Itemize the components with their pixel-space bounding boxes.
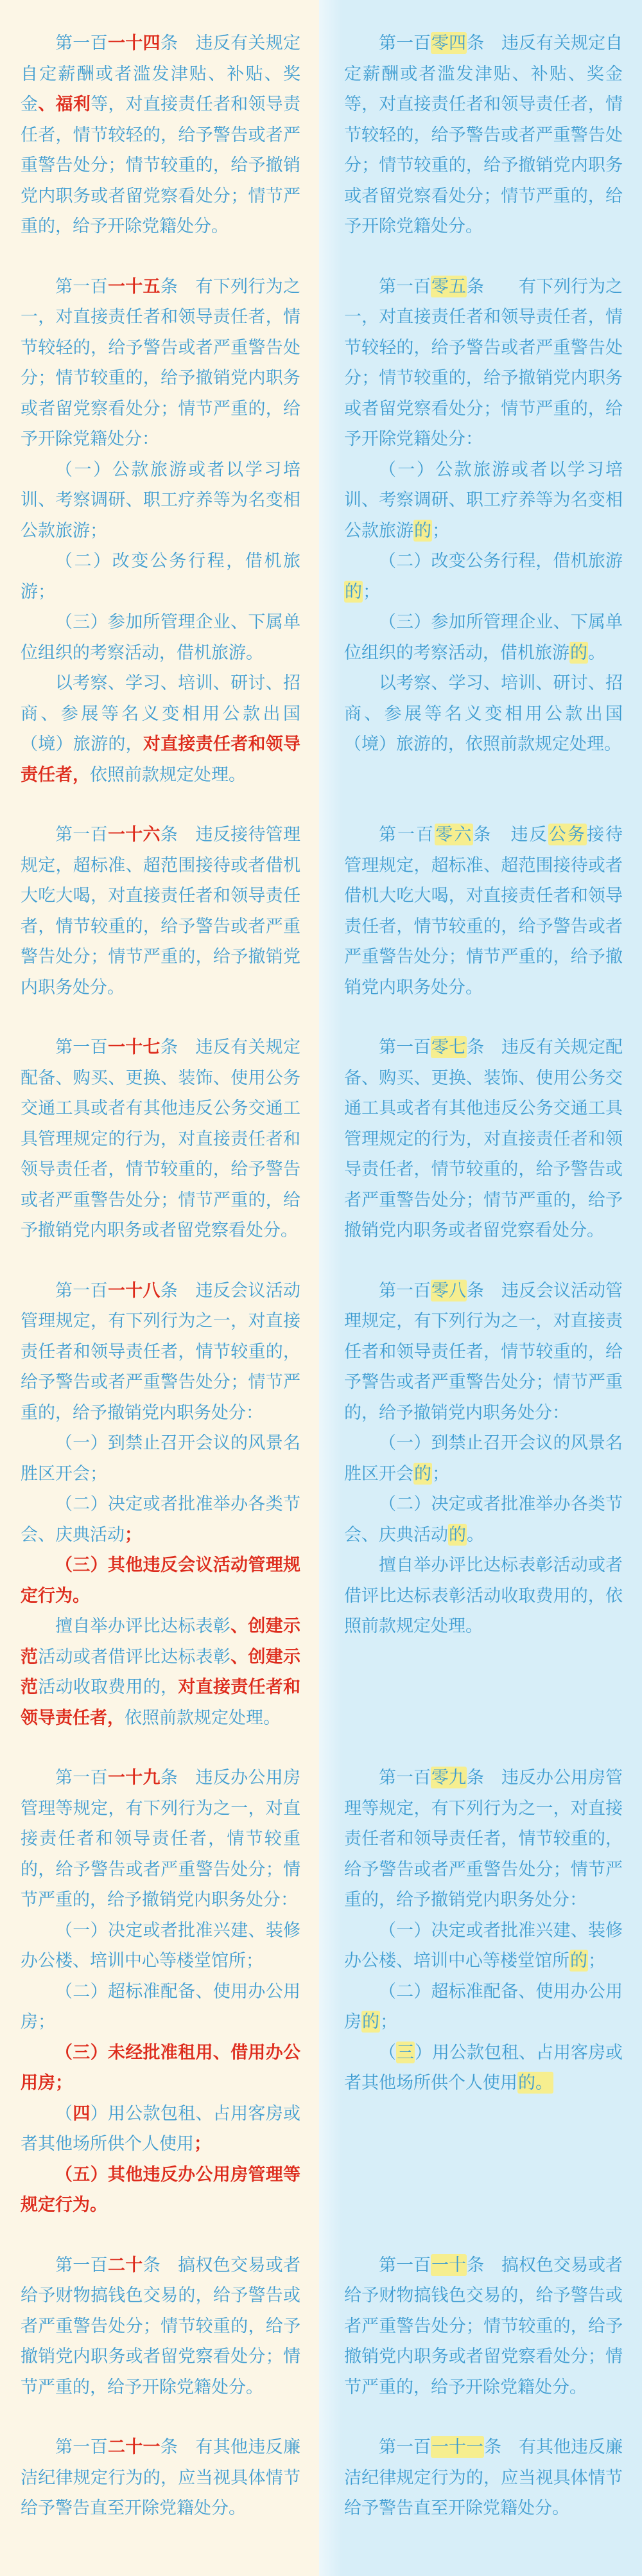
body-text: 第一百	[379, 2437, 431, 2457]
paragraph	[21, 2160, 300, 2221]
left-article-121	[0, 2432, 319, 2554]
body-text: ；	[363, 581, 380, 601]
body-text: 第一百	[379, 2255, 431, 2275]
removed-text-highlight: 的	[570, 642, 587, 662]
removed-text-highlight: 零四	[431, 33, 466, 53]
body-text: 条 违反有关规定自定薪酬或者滥发津贴、补贴、奖金等，对直接责任者和领导责任者，情节较轻的，给予警告或者严重警告处分；情节较重的，给予撤销党内职务或者留党察看处分；情节严重的，给予开除党籍处分。	[344, 33, 623, 236]
paragraph	[344, 546, 623, 607]
body-text: 以考察、学习、培训、研讨、招商、参展等名义变相用公款出国（境）旅游的，依照前款规定处理。	[344, 673, 623, 754]
paragraph	[21, 1611, 300, 1733]
body-text: 条 违反会议活动管理规定，有下列行为之一，对直接责任者和领导责任者，情节较重的，给予警告或者严重警告处分；情节严重的，给予撤销党内职务处分：	[344, 1280, 623, 1422]
paragraph	[21, 1428, 300, 1489]
right-article-110	[319, 2250, 642, 2433]
body-text: （	[55, 2103, 73, 2123]
added-text-emphasis: （五）其他违反办公用房管理等规定行为。	[21, 2164, 300, 2214]
body-text: ）用公款包租、占用客房或者其他场所供个人使用	[21, 2103, 301, 2153]
added-text-emphasis: 一十五	[107, 276, 160, 296]
removed-text-highlight: 的	[449, 1524, 466, 1544]
removed-text-highlight: 的	[414, 1463, 431, 1483]
removed-text-highlight: 的	[570, 1951, 587, 1970]
left-article-115	[0, 272, 319, 820]
left-article-119	[0, 1763, 319, 2250]
body-text: 条 违反	[473, 825, 548, 844]
removed-text-highlight: 零九	[431, 1768, 466, 1787]
body-text: 等，对直接责任者和领导责任者，情节较轻的，给予警告或者严重警告处分；情节较重的，给予撤销党内职务或者留党察看处分；情节严重的，给予开除党籍处分。	[21, 94, 301, 236]
body-text: （二）改变公务行程，借机旅游；	[21, 551, 300, 601]
paragraph	[21, 1032, 300, 1246]
paragraph	[344, 607, 623, 668]
body-text: 第一百	[55, 1037, 108, 1057]
removed-text-highlight: 一十	[431, 2255, 466, 2275]
removed-text-highlight: 的。	[518, 2073, 553, 2092]
body-text: 。	[588, 642, 605, 662]
left-article-118	[0, 1276, 319, 1763]
added-text-emphasis: 一十七	[107, 1037, 160, 1057]
paragraph	[344, 1763, 623, 1916]
added-text-emphasis: 一十六	[107, 825, 160, 844]
added-text-emphasis: 四	[73, 2103, 91, 2123]
body-text: 条 违反办公用房管理等规定，有下列行为之一，对直接责任者和领导责任者，情节较重的，给予警告或者严重警告处分；情节严重的，给予撤销党内职务处分：	[344, 1768, 623, 1909]
body-text: 第一百	[379, 1037, 431, 1057]
body-text: 第一百	[379, 825, 435, 844]
paragraph	[344, 1489, 623, 1550]
body-text: （二）改变公务行程，借机旅游	[379, 551, 623, 570]
paragraph	[344, 2250, 623, 2403]
right-article-104	[319, 0, 642, 272]
removed-text-highlight: 零六	[435, 825, 473, 844]
right-article-106	[319, 820, 642, 1032]
added-text-emphasis: （三）其他违反会议活动管理规定行为。	[21, 1555, 300, 1605]
left-article-117	[0, 1032, 319, 1276]
removed-text-highlight: 一十一	[431, 2437, 483, 2457]
paragraph	[344, 1428, 623, 1489]
body-text: 条 有下列行为之一，对直接责任者和领导责任者，情节较轻的，给予警告或者严重警告处分；情节较重的，给予撤销党内职务或者留党察看处分；情节严重的，给予开除党籍处分：	[344, 276, 623, 448]
body-text: 第一百	[379, 1280, 431, 1300]
body-text: 依照前款规定处理。	[125, 1707, 281, 1727]
body-text: （一）决定或者批准兴建、装修办公楼、培训中心等楼堂馆所；	[21, 1920, 300, 1970]
added-text-emphasis: 、创建示范	[21, 1646, 301, 1697]
paragraph	[344, 820, 623, 1003]
left-article-114	[0, 0, 319, 272]
body-text: ；	[588, 1951, 605, 1970]
body-text: （一）到禁止召开会议的风景名胜区开会；	[21, 1433, 300, 1483]
paragraph	[21, 546, 300, 607]
added-text-emphasis: 二十	[107, 2255, 143, 2275]
paragraph	[21, 2038, 300, 2099]
body-text: 条 搞权色交易或者给予财物搞钱色交易的，给予警告或者严重警告处分；情节较重的，给予撤销党内职务或者留党察看处分；情节严重的，给予开除党籍处分。	[21, 2255, 301, 2397]
added-text-emphasis: 一十四	[107, 33, 160, 53]
right-article-105	[319, 272, 642, 820]
body-text: 条 有其他违反廉洁纪律规定行为的，应当视具体情节给予警告直至开除党籍处分。	[21, 2437, 301, 2518]
paragraph	[344, 668, 623, 760]
paragraph	[21, 455, 300, 547]
right-article-109	[319, 1763, 642, 2250]
body-text: 条 违反接待管理规定，超标准、超范围接待或者借机大吃大喝，对直接责任者和领导责任者，情节较重的，给予警告或者严重警告处分；情节严重的，给予撤销党内职务处分。	[21, 825, 301, 997]
body-text: （二）决定或者批准举办各类节会、庆典活动	[21, 1494, 300, 1544]
paragraph	[21, 1550, 300, 1611]
added-text-emphasis: （三）未经批准租用、借用办公用房；	[21, 2042, 300, 2092]
body-text: 活动或者借评比达标表彰	[38, 1646, 231, 1666]
added-text-emphasis: 对直接责任者和领导责任者，	[21, 734, 301, 784]
body-text: （一）公款旅游或者以学习培训、考察调研、职工疗养等为名变相公款旅游	[344, 459, 623, 540]
paragraph	[21, 820, 300, 1003]
body-text: 第一百	[379, 33, 431, 53]
body-text: 条 违反有关规定配备、购买、更换、装饰、使用公务交通工具或者有其他违反公务交通工具管理规定的行为，对直接责任者和领导责任者，情节较重的，给予警告或者严重警告处分；情节严重的，给予撤销党内职务或者留党察看处分。	[344, 1037, 623, 1240]
paragraph	[344, 1550, 623, 1642]
body-text: 。	[467, 1524, 484, 1544]
removed-text-highlight: 的	[414, 520, 431, 540]
added-text-emphasis: 对直接责任者和领导责任者，	[21, 1677, 301, 1727]
paragraph	[344, 1276, 623, 1429]
paragraph	[21, 607, 300, 668]
paragraph	[21, 2099, 300, 2160]
added-text-emphasis: ；	[125, 1524, 142, 1544]
paragraph	[21, 272, 300, 455]
paragraph	[344, 28, 623, 242]
paragraph	[344, 1916, 623, 1977]
paragraph	[21, 1763, 300, 1916]
added-text-emphasis: 一十九	[107, 1768, 160, 1787]
added-text-emphasis: 二十一	[107, 2437, 160, 2457]
body-text: 条 违反办公用房管理等规定，有下列行为之一，对直接责任者和领导责任者，情节较重的，给予警告或者严重警告处分；情节严重的，给予撤销党内职务处分：	[21, 1768, 301, 1909]
right-article-108	[319, 1276, 642, 1763]
removed-text-highlight: 的	[345, 581, 362, 601]
body-text: 擅自举办评比达标表彰活动或者借评比达标表彰活动收取费用的，依照前款规定处理。	[344, 1555, 623, 1636]
body-text: 第一百	[55, 2255, 108, 2275]
body-text: （	[379, 2042, 396, 2062]
body-text: 条 违反有关规定自定薪酬或者滥发津贴、补贴、奖金	[21, 33, 301, 114]
body-text: ；	[432, 520, 449, 540]
body-text: 第一百	[55, 1280, 108, 1300]
body-text: 第一百	[379, 276, 431, 296]
added-text-emphasis: 、福利	[38, 94, 91, 114]
body-text: ；	[380, 2012, 397, 2031]
body-text: ；	[432, 1463, 449, 1483]
left-article-120	[0, 2250, 319, 2433]
body-text: 接待管理规定，超标准、超范围接待或者借机大吃大喝，对直接责任者和领导责任者，情节较重的，给予警告或者严重警告处分；情节严重的，给予撤销党内职务处分。	[344, 825, 623, 997]
body-text: （一）到禁止召开会议的风景名胜区开会	[344, 1433, 623, 1483]
body-text: （二）超标准配备、使用办公用房；	[21, 1981, 300, 2031]
body-text: 依照前款规定处理。	[90, 764, 246, 784]
body-text: 第一百	[55, 2437, 108, 2457]
removed-text-highlight: 公务	[548, 825, 586, 844]
paragraph	[21, 668, 300, 790]
paragraph	[344, 455, 623, 547]
body-text: 第一百	[55, 825, 108, 844]
paragraph	[344, 2432, 623, 2524]
added-text-emphasis: 一十八	[107, 1280, 160, 1300]
paragraph	[21, 1276, 300, 1429]
paragraph	[21, 2250, 300, 2403]
body-text: 条 违反有关规定配备、购买、更换、装饰、使用公务交通工具或者有其他违反公务交通工具管理规定的行为，对直接责任者和领导责任者，情节较重的，给予警告或者严重警告处分；情节严重的，给予撤销党内职务或者留党察看处分。	[21, 1037, 301, 1240]
paragraph	[21, 1916, 300, 1977]
body-text: 第一百	[55, 276, 108, 296]
added-text-emphasis: 、创建示范	[21, 1616, 301, 1666]
body-text: ）用公款包租、占用客房或者其他场所供个人使用	[344, 2042, 623, 2092]
body-text: （二）超标准配备、使用办公用房	[344, 1981, 623, 2031]
body-text: （三）参加所管理企业、下属单位组织的考察活动，借机旅游	[344, 612, 623, 662]
paragraph	[344, 1977, 623, 2038]
body-text: 以考察、学习、培训、研讨、招商、参展等名义变相用公款出国（境）旅游的，	[21, 673, 300, 754]
added-text-emphasis: ；	[194, 2134, 211, 2153]
paragraph	[344, 2038, 623, 2099]
removed-text-highlight: 的	[362, 2012, 379, 2031]
body-text: 条 有下列行为之一，对直接责任者和领导责任者，情节较轻的，给予警告或者严重警告处分；情节较重的，给予撤销党内职务或者留党察看处分；情节严重的，给予开除党籍处分：	[21, 276, 301, 448]
body-text: 条 搞权色交易或者给予财物搞钱色交易的，给予警告或者严重警告处分；情节较重的，给予撤销党内职务或者留党察看处分；情节严重的，给予开除党籍处分。	[344, 2255, 623, 2397]
body-text: 第一百	[55, 1768, 108, 1787]
removed-text-highlight: 零八	[431, 1280, 466, 1300]
body-text: （三）参加所管理企业、下属单位组织的考察活动，借机旅游。	[21, 612, 300, 662]
body-text: 活动收取费用的，	[38, 1677, 178, 1697]
body-text: 第一百	[379, 1768, 431, 1787]
right-article-111	[319, 2432, 642, 2554]
left-article-116	[0, 820, 319, 1032]
body-text: （一）决定或者批准兴建、装修办公楼、培训中心等楼堂馆所	[344, 1920, 623, 1970]
body-text: （二）决定或者批准举办各类节会、庆典活动	[344, 1494, 623, 1544]
paragraph	[344, 272, 623, 455]
paragraph	[21, 2432, 300, 2524]
body-text: 条 有其他违反廉洁纪律规定行为的，应当视具体情节给予警告直至开除党籍处分。	[344, 2437, 623, 2518]
body-text: （一）公款旅游或者以学习培训、考察调研、职工疗养等为名变相公款旅游；	[21, 459, 300, 540]
body-text: 条 违反会议活动管理规定，有下列行为之一，对直接责任者和领导责任者，情节较重的，给予警告或者严重警告处分；情节严重的，给予撤销党内职务处分：	[21, 1280, 301, 1422]
removed-text-highlight: 零七	[431, 1037, 466, 1057]
paragraph	[21, 1977, 300, 2038]
body-text: 第一百	[55, 33, 108, 53]
body-text: 擅自举办评比达标表彰	[55, 1616, 231, 1636]
paragraph	[21, 28, 300, 242]
removed-text-highlight: 三	[397, 2042, 414, 2062]
paragraph	[344, 1032, 623, 1246]
removed-text-highlight: 零五	[431, 276, 466, 296]
right-article-107	[319, 1032, 642, 1276]
paragraph	[21, 1489, 300, 1550]
